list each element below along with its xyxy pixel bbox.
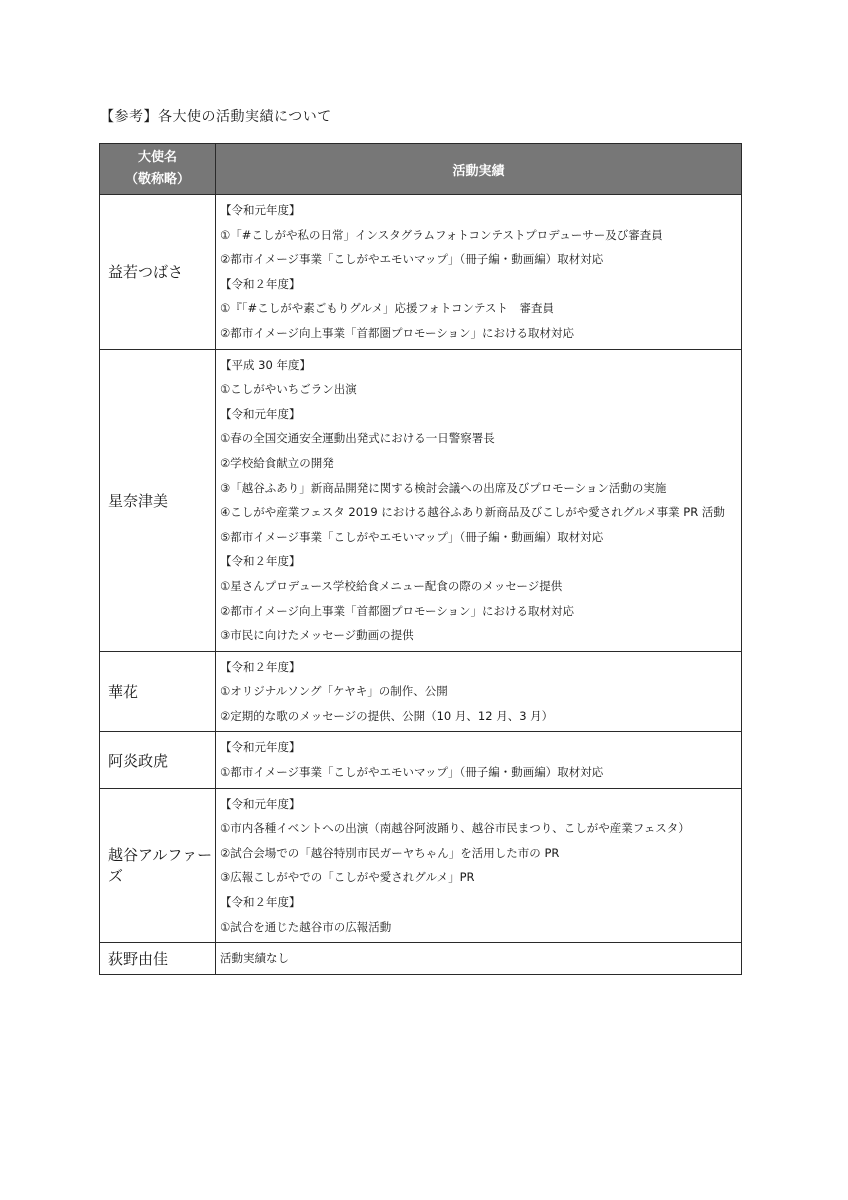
activity-item: 活動実績なし (220, 951, 289, 966)
fiscal-year-heading: 【令和２年度】 (220, 659, 301, 674)
activity-item: ②学校給食献立の開発 (220, 455, 334, 470)
header-name-line2: （敬称略） (124, 172, 190, 187)
table-row (100, 943, 742, 975)
ambassador-name: 華花 (100, 651, 216, 732)
ambassador-name: 越谷アルファーズ (100, 788, 216, 943)
header-ambassador-name (100, 144, 216, 195)
fiscal-year-heading: 【令和２年度】 (220, 895, 301, 910)
fiscal-year-heading: 【令和元年度】 (220, 740, 301, 755)
table-row (100, 788, 742, 943)
fiscal-year-heading: 【令和元年度】 (220, 796, 301, 811)
activity-item: ①オリジナルソング「ケヤキ」の制作、公開 (220, 684, 448, 699)
activity-list (216, 195, 742, 350)
activity-item: ②定期的な歌のメッセージの提供、公開（10 月、12 月、3 月） (220, 708, 554, 723)
activity-item: ②都市イメージ向上事業「首都圏プロモーション」における取材対応 (220, 325, 575, 340)
table-body (100, 195, 742, 975)
table-row (100, 349, 742, 651)
header-activities: 活動実績 (216, 144, 742, 195)
activity-item: ②都市イメージ事業「こしがやエモいマップ」（冊子編・動画編）取材対応 (220, 252, 604, 267)
activity-item: ①こしがやいちごラン出演 (220, 382, 357, 397)
fiscal-year-heading: 【令和元年度】 (220, 406, 301, 421)
activity-item: ①春の全国交通安全運動出発式における一日警察署長 (220, 431, 495, 446)
activity-item: ①『「#こしがや素ごもりグルメ」応援フォトコンテスト 審査員 (220, 301, 555, 316)
header-row (100, 144, 742, 195)
header-name-line1: 大使名 (137, 150, 177, 165)
activity-item: ①「#こしがや私の日常」インスタグラムフォトコンテストプロデューサー及び審査員 (220, 227, 663, 242)
activity-item: ④こしがや産業フェスタ 2019 における越谷ふあり新商品及びこしがや愛されグルメ事業 PR 活動 (220, 505, 725, 520)
activity-item: ③市民に向けたメッセージ動画の提供 (220, 628, 414, 643)
table-header (100, 144, 742, 195)
activity-list (216, 788, 742, 943)
fiscal-year-heading: 【平成 30 年度】 (220, 357, 311, 372)
activity-list (216, 943, 742, 975)
activity-item: ①市内各種イベントへの出演（南越谷阿波踊り、越谷市民まつり、こしがや産業フェスタ） (220, 821, 690, 836)
activity-item: ③広報こしがやでの「こしがや愛されグルメ」PR (220, 870, 475, 885)
page-title: 【参考】各大使の活動実績について (100, 109, 332, 125)
fiscal-year-heading: 【令和２年度】 (220, 554, 301, 569)
ambassador-name: 益若つばさ (100, 195, 216, 350)
fiscal-year-heading: 【令和元年度】 (220, 203, 301, 217)
activity-item: ⑤都市イメージ事業「こしがやエモいマップ」（冊子編・動画編）取材対応 (220, 529, 604, 544)
activity-item: ③「越谷ふあり」新商品開発に関する検討会議への出席及びプロモーション活動の実施 (220, 480, 667, 495)
ambassador-activities-table (99, 143, 742, 975)
activity-list (216, 732, 742, 788)
activity-list (216, 349, 742, 651)
activity-item: ①試合を通じた越谷市の広報活動 (220, 919, 392, 934)
ambassador-name: 星奈津美 (100, 349, 216, 651)
table-row (100, 651, 742, 732)
activity-item: ①都市イメージ事業「こしがやエモいマップ」（冊子編・動画編）取材対応 (220, 765, 604, 780)
fiscal-year-heading: 【令和２年度】 (220, 276, 301, 291)
table-row (100, 195, 742, 350)
activity-item: ②都市イメージ向上事業「首都圏プロモーション」における取材対応 (220, 603, 575, 618)
ambassador-name: 荻野由佳 (100, 943, 216, 975)
activity-item: ②試合会場での「越谷特別市民ガーヤちゃん」を活用した市の PR (220, 845, 560, 860)
activity-list (216, 651, 742, 732)
table-row (100, 732, 742, 788)
activity-item: ①星さんプロデュース学校給食メニュー配食の際のメッセージ提供 (220, 578, 563, 593)
ambassador-name: 阿炎政虎 (100, 732, 216, 788)
